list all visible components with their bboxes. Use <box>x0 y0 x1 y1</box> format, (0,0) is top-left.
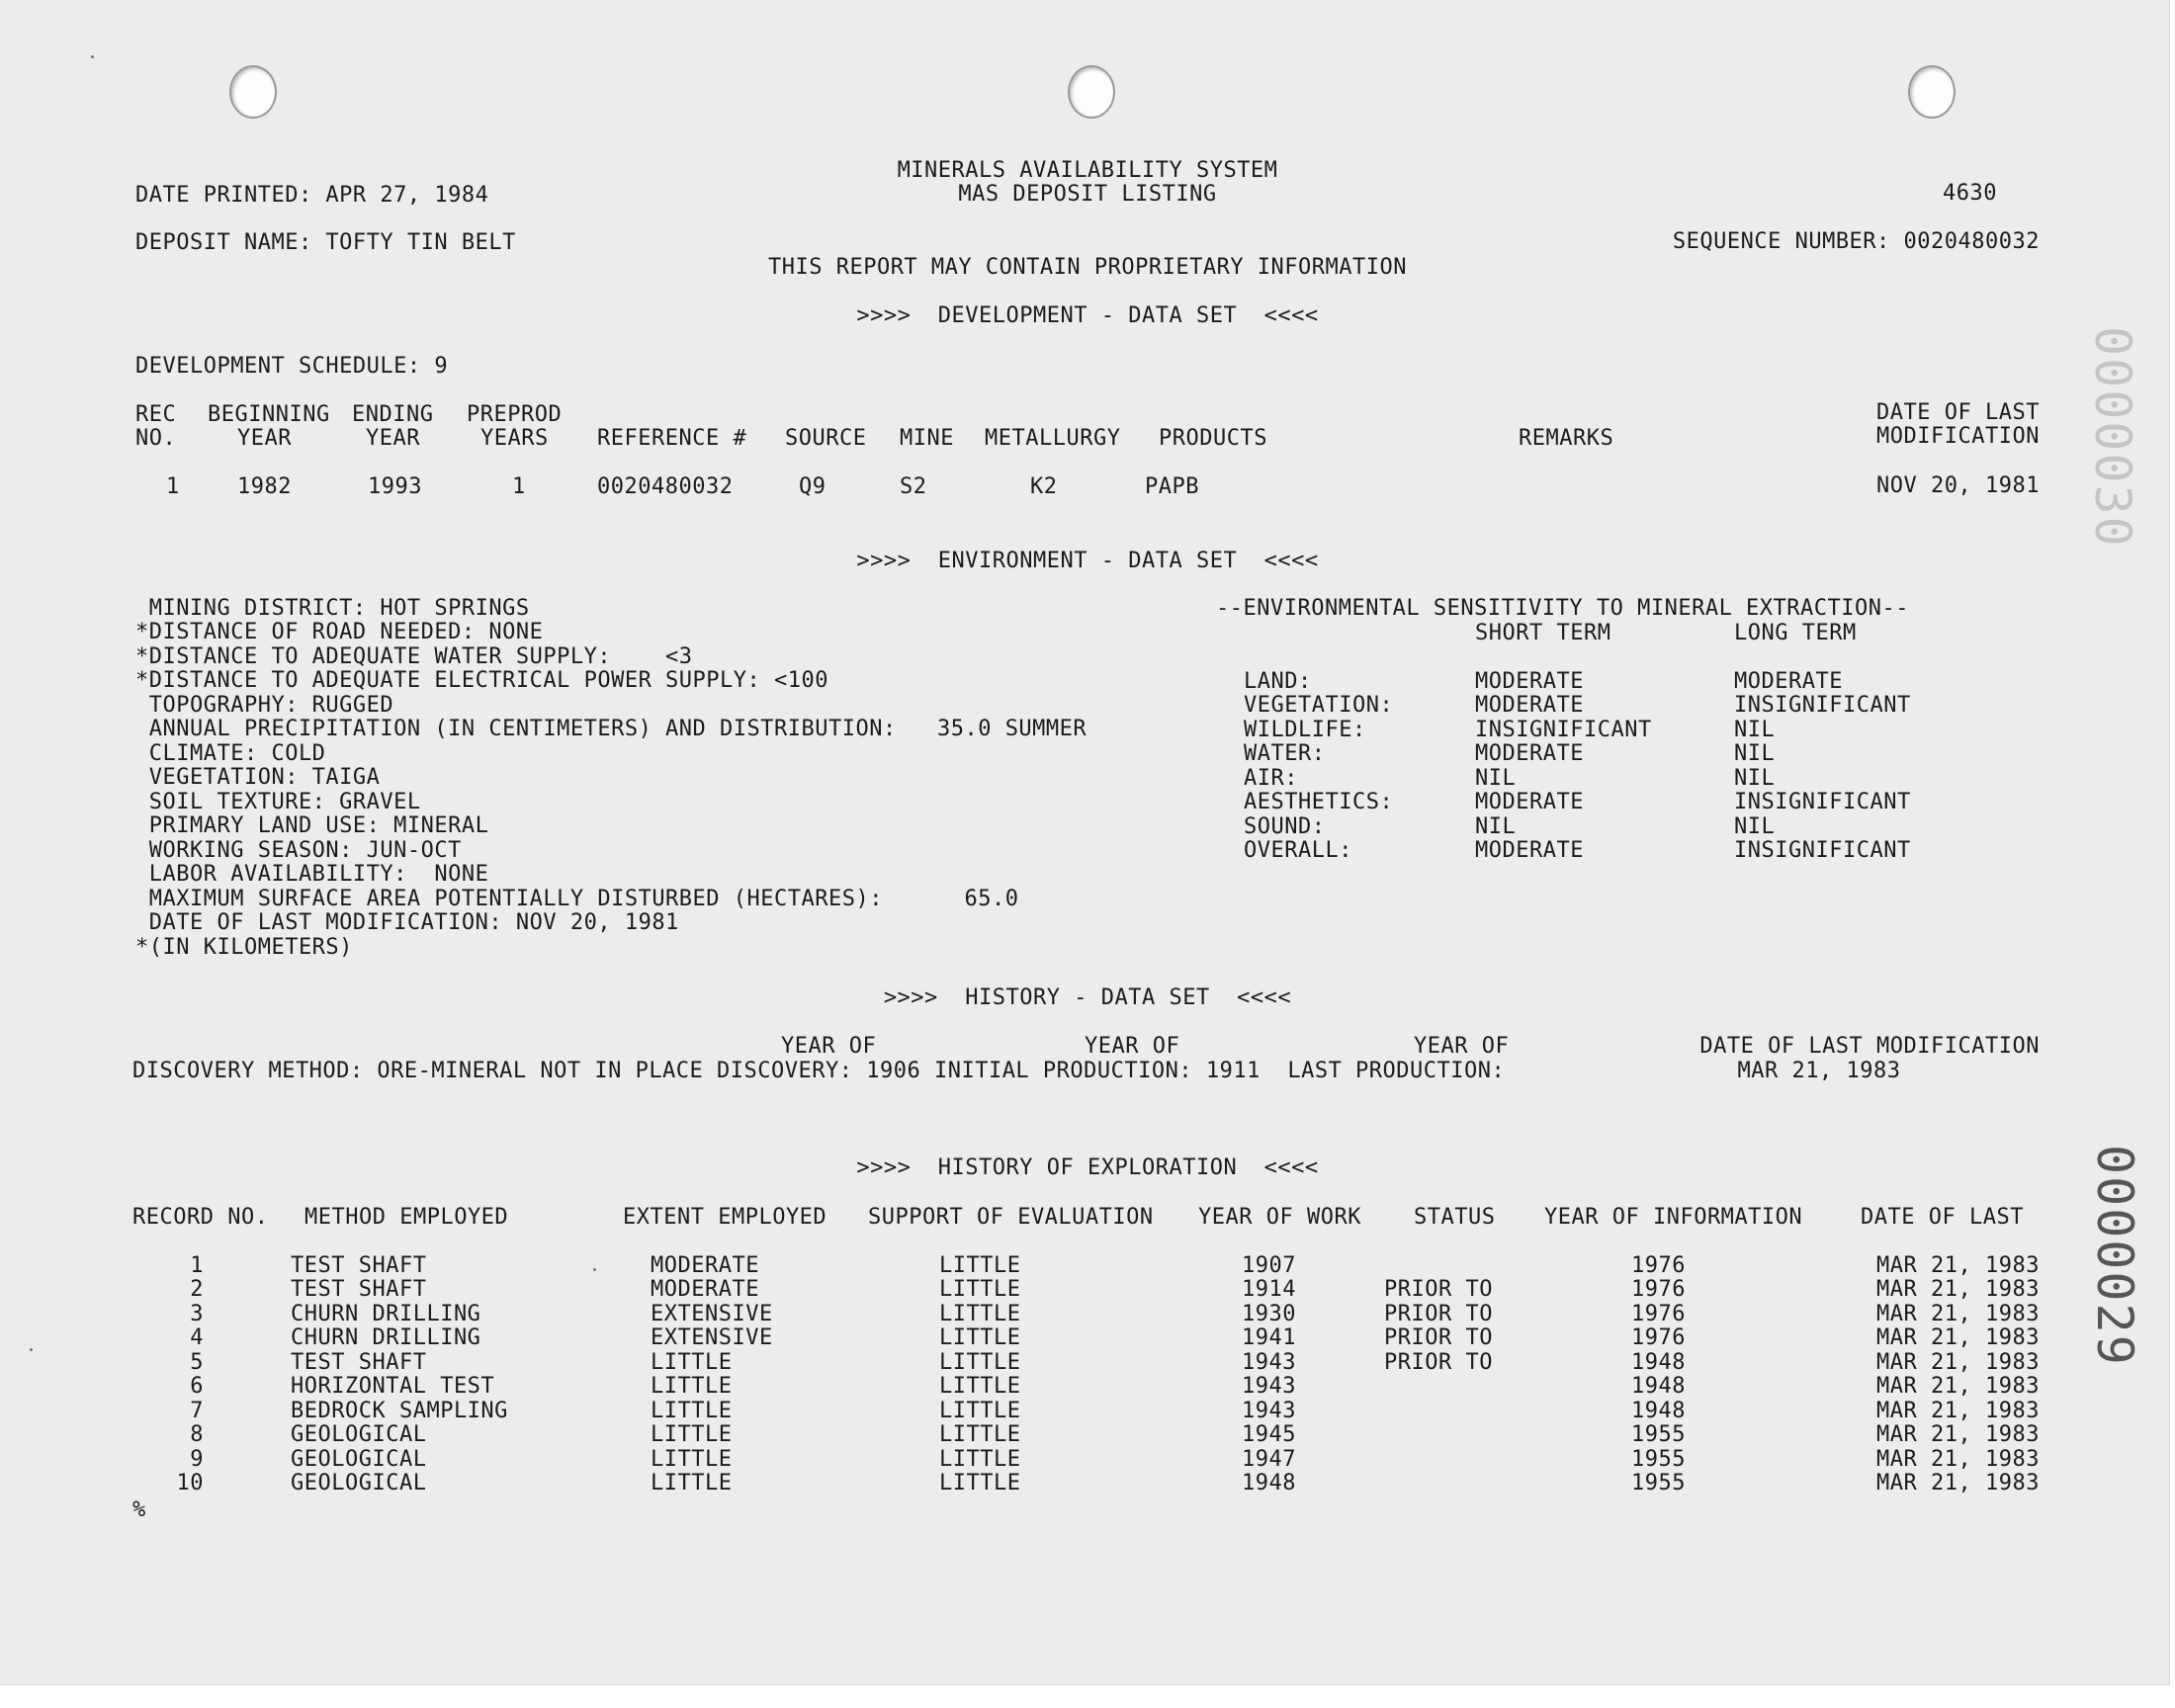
short-term-header: SHORT TERM <box>1475 621 1611 645</box>
env-line: VEGETATION: TAIGA <box>135 765 381 790</box>
cell-status: PRIOR TO <box>1384 1325 1493 1350</box>
cell-preprod: 1 <box>512 474 526 499</box>
cell-ending: 1993 <box>368 474 422 499</box>
cell-support: LITTLE <box>939 1447 1021 1472</box>
col-header-remarks: REMARKS <box>1519 426 1614 451</box>
cell-method: BEDROCK SAMPLING <box>291 1399 508 1423</box>
cell-year-work: 1943 <box>1242 1374 1296 1399</box>
long-term-header: LONG TERM <box>1734 621 1857 645</box>
cell-status: PRIOR TO <box>1384 1302 1493 1326</box>
env-line: CLIMATE: COLD <box>135 741 326 766</box>
cell-record-no: 2 <box>190 1277 204 1302</box>
frame-number-stamp: 0000029 <box>2086 1145 2143 1367</box>
year-of-label-discovery: YEAR OF <box>781 1034 877 1059</box>
system-title: MINERALS AVAILABILITY SYSTEM <box>897 158 1278 183</box>
col-header-method: METHOD EMPLOYED <box>304 1205 509 1230</box>
faint-frame-stamp: 0000030 <box>2084 326 2141 549</box>
year-of-label-initial: YEAR OF <box>1085 1034 1180 1059</box>
env-line: SOIL TEXTURE: GRAVEL <box>135 790 421 814</box>
cell-date: MAR 21, 1983 <box>1876 1253 2040 1278</box>
cell-extent: MODERATE <box>651 1253 759 1278</box>
cell-date: MAR 21, 1983 <box>1876 1399 2040 1423</box>
col-header-preprod: PREPROD <box>467 402 563 427</box>
cell-status: PRIOR TO <box>1384 1277 1493 1302</box>
cell-record-no: 4 <box>190 1325 204 1350</box>
col-header-reference: REFERENCE # <box>597 426 747 451</box>
sensitivity-short: MODERATE <box>1475 693 1584 718</box>
cell-record-no: 9 <box>190 1447 204 1472</box>
env-line: *(IN KILOMETERS) <box>135 935 353 960</box>
cell-year-info: 1948 <box>1631 1350 1686 1375</box>
env-line: MAXIMUM SURFACE AREA POTENTIALLY DISTURBED (HECTARES): 65.0 <box>135 887 1019 911</box>
cell-year-info: 1976 <box>1631 1325 1686 1350</box>
sensitivity-long: NIL <box>1734 814 1776 839</box>
env-line: MINING DISTRICT: HOT SPRINGS <box>135 596 530 621</box>
cell-status: PRIOR TO <box>1384 1350 1493 1375</box>
col-header-year-info: YEAR OF INFORMATION <box>1544 1205 1803 1230</box>
cell-year-info: 1955 <box>1631 1471 1686 1495</box>
cell-record-no: 8 <box>190 1422 204 1447</box>
env-line: WORKING SEASON: JUN-OCT <box>135 838 462 863</box>
sensitivity-label: AESTHETICS: <box>1244 790 1394 814</box>
cell-year-info: 1976 <box>1631 1277 1686 1302</box>
sensitivity-short: MODERATE <box>1475 838 1584 863</box>
cell-year-info: 1948 <box>1631 1399 1686 1423</box>
cell-date: MAR 21, 1983 <box>1876 1350 2040 1375</box>
sensitivity-long: INSIGNIFICANT <box>1734 790 1911 814</box>
date-printed: DATE PRINTED: APR 27, 1984 <box>135 183 489 208</box>
cell-year-info: 1955 <box>1631 1447 1686 1472</box>
cell-year-work: 1914 <box>1242 1277 1296 1302</box>
sensitivity-short: NIL <box>1475 814 1517 839</box>
col-header-rec: REC <box>135 402 177 427</box>
cell-year-work: 1945 <box>1242 1422 1296 1447</box>
col-header-ending: ENDING <box>352 402 434 427</box>
cell-support: LITTLE <box>939 1325 1021 1350</box>
cell-support: LITTLE <box>939 1471 1021 1495</box>
col-header-rec: NO. <box>135 426 177 451</box>
cell-support: LITTLE <box>939 1422 1021 1447</box>
sensitivity-long: INSIGNIFICANT <box>1734 838 1911 863</box>
proprietary-notice: THIS REPORT MAY CONTAIN PROPRIETARY INFORMATION <box>767 255 1408 280</box>
cell-date: MAR 21, 1983 <box>1876 1422 2040 1447</box>
col-header-ending: YEAR <box>366 426 420 451</box>
development-schedule: DEVELOPMENT SCHEDULE: 9 <box>135 354 449 379</box>
sensitivity-label: SOUND: <box>1244 814 1326 839</box>
sensitivity-label: WILDLIFE: <box>1244 718 1366 742</box>
col-header-record: RECORD NO. <box>132 1205 269 1230</box>
page-number: 4630 <box>1943 181 1997 206</box>
cell-extent: EXTENSIVE <box>651 1302 773 1326</box>
cell-record-no: 6 <box>190 1374 204 1399</box>
year-of-label-last: YEAR OF <box>1414 1034 1510 1059</box>
cell-support: LITTLE <box>939 1302 1021 1326</box>
cell-method: TEST SHAFT <box>291 1253 427 1278</box>
punch-hole-left <box>229 65 277 119</box>
deposit-name: DEPOSIT NAME: TOFTY TIN BELT <box>135 230 516 255</box>
cell-record-no: 1 <box>190 1253 204 1278</box>
sensitivity-short: MODERATE <box>1475 790 1584 814</box>
cell-method: TEST SHAFT <box>291 1277 427 1302</box>
cell-date: MAR 21, 1983 <box>1876 1277 2040 1302</box>
cell-method: GEOLOGICAL <box>291 1422 427 1447</box>
cell-extent: EXTENSIVE <box>651 1325 773 1350</box>
env-line: TOPOGRAPHY: RUGGED <box>135 693 394 718</box>
env-line: *DISTANCE OF ROAD NEEDED: NONE <box>135 620 544 644</box>
cell-date: MAR 21, 1983 <box>1876 1471 2040 1495</box>
sensitivity-short: MODERATE <box>1475 669 1584 694</box>
dust-speck <box>593 1268 596 1271</box>
cell-year-info: 1948 <box>1631 1374 1686 1399</box>
cell-date: MAR 21, 1983 <box>1876 1374 2040 1399</box>
cell-rec: 1 <box>166 474 180 499</box>
cell-date: MAR 21, 1983 <box>1876 1325 2040 1350</box>
col-header-preprod: YEARS <box>480 426 549 451</box>
cell-record-no: 3 <box>190 1302 204 1326</box>
cell-year-work: 1943 <box>1242 1399 1296 1423</box>
env-line: PRIMARY LAND USE: MINERAL <box>135 813 489 838</box>
cell-date: MAR 21, 1983 <box>1876 1447 2040 1472</box>
cell-method: GEOLOGICAL <box>291 1471 427 1495</box>
cell-extent: LITTLE <box>651 1374 733 1399</box>
col-header-mine: MINE <box>900 426 954 451</box>
sensitivity-long: MODERATE <box>1734 669 1843 694</box>
cell-support: LITTLE <box>939 1350 1021 1375</box>
sensitivity-short: INSIGNIFICANT <box>1475 718 1652 742</box>
cell-method: CHURN DRILLING <box>291 1302 481 1326</box>
cell-extent: LITTLE <box>651 1447 733 1472</box>
cell-support: LITTLE <box>939 1253 1021 1278</box>
cell-method: HORIZONTAL TEST <box>291 1374 495 1399</box>
sensitivity-long: INSIGNIFICANT <box>1734 693 1911 718</box>
cell-year-work: 1930 <box>1242 1302 1296 1326</box>
cell-extent: MODERATE <box>651 1277 759 1302</box>
sensitivity-label: VEGETATION: <box>1244 693 1394 718</box>
env-line: ANNUAL PRECIPITATION (IN CENTIMETERS) AND DISTRIBUTION: 35.0 SUMMER <box>135 717 1088 741</box>
dust-speck <box>30 1348 33 1351</box>
col-header-products: PRODUCTS <box>1159 426 1267 451</box>
cell-record-no: 10 <box>176 1471 204 1495</box>
cell-year-work: 1943 <box>1242 1350 1296 1375</box>
env-line: LABOR AVAILABILITY: NONE <box>135 862 489 887</box>
cell-support: LITTLE <box>939 1277 1021 1302</box>
cell-year-work: 1941 <box>1242 1325 1296 1350</box>
col-header-source: SOURCE <box>785 426 867 451</box>
cell-mine: S2 <box>900 474 927 499</box>
col-header-date-mod: MODIFICATION <box>1876 424 2040 449</box>
cell-date: MAR 21, 1983 <box>1876 1302 2040 1326</box>
sensitivity-label: AIR: <box>1244 766 1298 791</box>
cell-date-mod: NOV 20, 1981 <box>1876 473 2040 498</box>
history-date-mod-label: DATE OF LAST MODIFICATION <box>1699 1034 2040 1059</box>
cell-year-work: 1948 <box>1242 1471 1296 1495</box>
development-section-title: >>>> DEVELOPMENT - DATA SET <<<< <box>856 303 1319 328</box>
col-header-date-last: DATE OF LAST <box>1861 1205 2024 1230</box>
cell-extent: LITTLE <box>651 1350 733 1375</box>
sensitivity-long: NIL <box>1734 741 1776 766</box>
cell-extent: LITTLE <box>651 1471 733 1495</box>
sensitivity-title: --ENVIRONMENTAL SENSITIVITY TO MINERAL EXTRACTION-- <box>1216 596 1910 621</box>
cell-year-info: 1976 <box>1631 1253 1686 1278</box>
sensitivity-label: LAND: <box>1244 669 1312 694</box>
col-header-year-work: YEAR OF WORK <box>1198 1205 1361 1230</box>
cell-method: TEST SHAFT <box>291 1350 427 1375</box>
col-header-status: STATUS <box>1414 1205 1496 1230</box>
cell-support: LITTLE <box>939 1399 1021 1423</box>
listing-title: MAS DEPOSIT LISTING <box>958 182 1217 207</box>
cell-year-work: 1947 <box>1242 1447 1296 1472</box>
dust-speck <box>91 55 94 58</box>
cell-reference: 0020480032 <box>597 474 734 499</box>
sensitivity-short: NIL <box>1475 766 1517 791</box>
cell-record-no: 5 <box>190 1350 204 1375</box>
history-section-title: >>>> HISTORY - DATA SET <<<< <box>883 985 1292 1010</box>
env-line: DATE OF LAST MODIFICATION: NOV 20, 1981 <box>135 910 679 935</box>
col-header-extent: EXTENT EMPLOYED <box>623 1205 827 1230</box>
sensitivity-short: MODERATE <box>1475 741 1584 766</box>
cell-year-work: 1907 <box>1242 1253 1296 1278</box>
col-header-date-mod: DATE OF LAST <box>1876 400 2040 425</box>
sequence-number: SEQUENCE NUMBER: 0020480032 <box>1672 229 2040 254</box>
end-of-listing-mark: % <box>132 1497 146 1522</box>
cell-support: LITTLE <box>939 1374 1021 1399</box>
cell-year-info: 1976 <box>1631 1302 1686 1326</box>
col-header-support: SUPPORT OF EVALUATION <box>868 1205 1154 1230</box>
env-line: *DISTANCE TO ADEQUATE ELECTRICAL POWER SUPPLY: <100 <box>135 668 829 693</box>
exploration-section-title: >>>> HISTORY OF EXPLORATION <<<< <box>856 1155 1319 1180</box>
cell-extent: LITTLE <box>651 1422 733 1447</box>
cell-method: CHURN DRILLING <box>291 1325 481 1350</box>
sensitivity-label: OVERALL: <box>1244 838 1352 863</box>
environment-section-title: >>>> ENVIRONMENT - DATA SET <<<< <box>856 549 1319 573</box>
cell-metallurgy: K2 <box>1030 474 1058 499</box>
history-date-mod: MAR 21, 1983 <box>1737 1059 1901 1083</box>
cell-method: GEOLOGICAL <box>291 1447 427 1472</box>
sensitivity-long: NIL <box>1734 718 1776 742</box>
cell-source: Q9 <box>799 474 826 499</box>
cell-record-no: 7 <box>190 1399 204 1423</box>
cell-beginning: 1982 <box>237 474 292 499</box>
cell-products: PAPB <box>1145 474 1199 499</box>
col-header-metallurgy: METALLURGY <box>985 426 1121 451</box>
sensitivity-label: WATER: <box>1244 741 1326 766</box>
col-header-beginning: BEGINNING <box>208 402 330 427</box>
sensitivity-long: NIL <box>1734 766 1776 791</box>
punch-hole-right <box>1908 65 1956 119</box>
env-line: *DISTANCE TO ADEQUATE WATER SUPPLY: <3 <box>135 644 693 669</box>
punch-hole-center <box>1068 65 1115 119</box>
cell-year-info: 1955 <box>1631 1422 1686 1447</box>
cell-extent: LITTLE <box>651 1399 733 1423</box>
history-discovery-line: DISCOVERY METHOD: ORE-MINERAL NOT IN PLACE DISCOVERY: 1906 INITIAL PRODUCTION: 1911 LAST PRODUCTION: <box>132 1059 1506 1083</box>
col-header-beginning: YEAR <box>237 426 292 451</box>
